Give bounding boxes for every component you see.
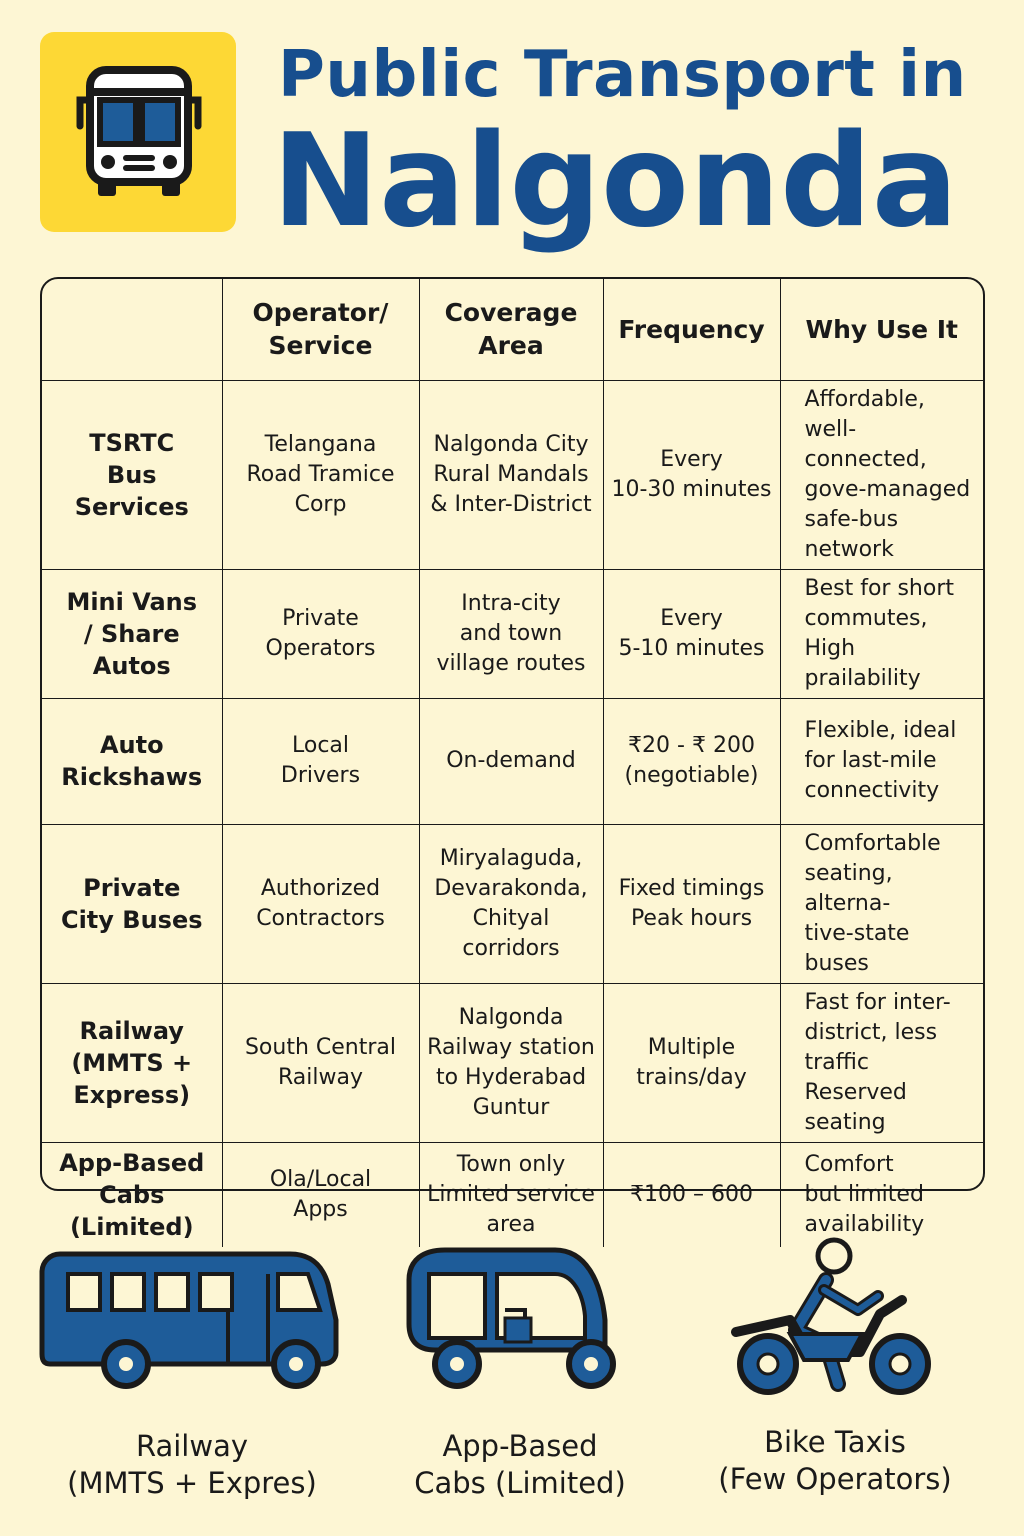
header-coverage: Coverage Area bbox=[419, 279, 603, 380]
table-row bbox=[42, 569, 983, 698]
frequency-cell: Every 10-30 minutes bbox=[603, 380, 780, 569]
operator-cell: South Central Railway bbox=[222, 983, 419, 1142]
frequency-cell: Multiple trains/day bbox=[603, 983, 780, 1142]
frequency-cell: ₹20 - ₹ 200 (negotiable) bbox=[603, 698, 780, 824]
caption-bike-taxis: Bike Taxis (Few Operators) bbox=[718, 1425, 952, 1496]
why-cell: Best for short commutes, High prailability bbox=[780, 569, 983, 698]
coverage-cell: Nalgonda City Rural Mandals & Inter-District bbox=[419, 380, 603, 569]
coverage-cell: On-demand bbox=[419, 698, 603, 824]
logo-badge bbox=[40, 32, 236, 232]
why-cell: Flexible, ideal for last-mile connectivity bbox=[780, 698, 983, 824]
table-row bbox=[42, 1142, 983, 1247]
coverage-cell: Miryalaguda, Devarakonda, Chityal corridors bbox=[419, 824, 603, 983]
mode-cell: Mini Vans / Share Autos bbox=[42, 569, 222, 698]
page-title-city: Nalgonda bbox=[272, 107, 959, 256]
header-empty bbox=[42, 279, 222, 380]
operator-cell: Private Operators bbox=[222, 569, 419, 698]
why-cell: Comfort but limited availability bbox=[804, 1151, 925, 1237]
operator-cell: Ola/Local Apps bbox=[222, 1142, 419, 1247]
why-cell: Affordable, well-connected, gove-managed safe-bus network bbox=[780, 380, 983, 569]
operator-cell: Telangana Road Tramice Corp bbox=[222, 380, 419, 569]
header-why: Why Use It bbox=[780, 279, 983, 380]
bus-side-icon bbox=[40, 1250, 340, 1390]
table-row bbox=[42, 698, 983, 824]
motorbike-rider-icon bbox=[730, 1234, 940, 1404]
coverage-cell: Intra-city and town village routes bbox=[419, 569, 603, 698]
auto-rickshaw-icon bbox=[405, 1240, 625, 1400]
header-frequency: Frequency bbox=[603, 279, 780, 380]
frequency-cell: ₹100 – 600 bbox=[603, 1142, 780, 1247]
bus-front-icon bbox=[74, 66, 204, 198]
why-cell: Fast for inter- district, less traffic Reserved seating bbox=[780, 983, 983, 1142]
mode-cell: TSRTC Bus Services bbox=[42, 380, 222, 569]
mode-cell: Auto Rickshaws bbox=[42, 698, 222, 824]
frequency-cell: Fixed timings Peak hours bbox=[603, 824, 780, 983]
transport-table bbox=[40, 277, 985, 1241]
operator-cell: Authorized Contractors bbox=[222, 824, 419, 983]
page-title-line1: Public Transport in bbox=[278, 38, 967, 112]
why-cell: Comfortable seating, alterna- tive-state buses bbox=[780, 824, 983, 983]
frequency-cell: Every 5-10 minutes bbox=[603, 569, 780, 698]
mode-cell: Railway (MMTS + Express) bbox=[42, 983, 222, 1142]
caption-app-cabs: App-Based Cabs (Limited) bbox=[414, 1429, 626, 1500]
mode-cell: Private City Buses bbox=[42, 824, 222, 983]
coverage-cell: Town only Limited service area bbox=[419, 1142, 603, 1247]
coverage-cell: Nalgonda Railway station to Hyderabad Guntur bbox=[419, 983, 603, 1142]
table-row bbox=[42, 380, 983, 569]
table-row bbox=[42, 983, 983, 1142]
header-operator: Operator/ Service bbox=[222, 279, 419, 380]
table-row bbox=[42, 824, 983, 983]
mode-cell: App-Based Cabs (Limited) bbox=[42, 1142, 222, 1247]
table-header-row bbox=[42, 279, 983, 380]
operator-cell: Local Drivers bbox=[222, 698, 419, 824]
caption-railway: Railway (MMTS + Expres) bbox=[67, 1429, 317, 1500]
